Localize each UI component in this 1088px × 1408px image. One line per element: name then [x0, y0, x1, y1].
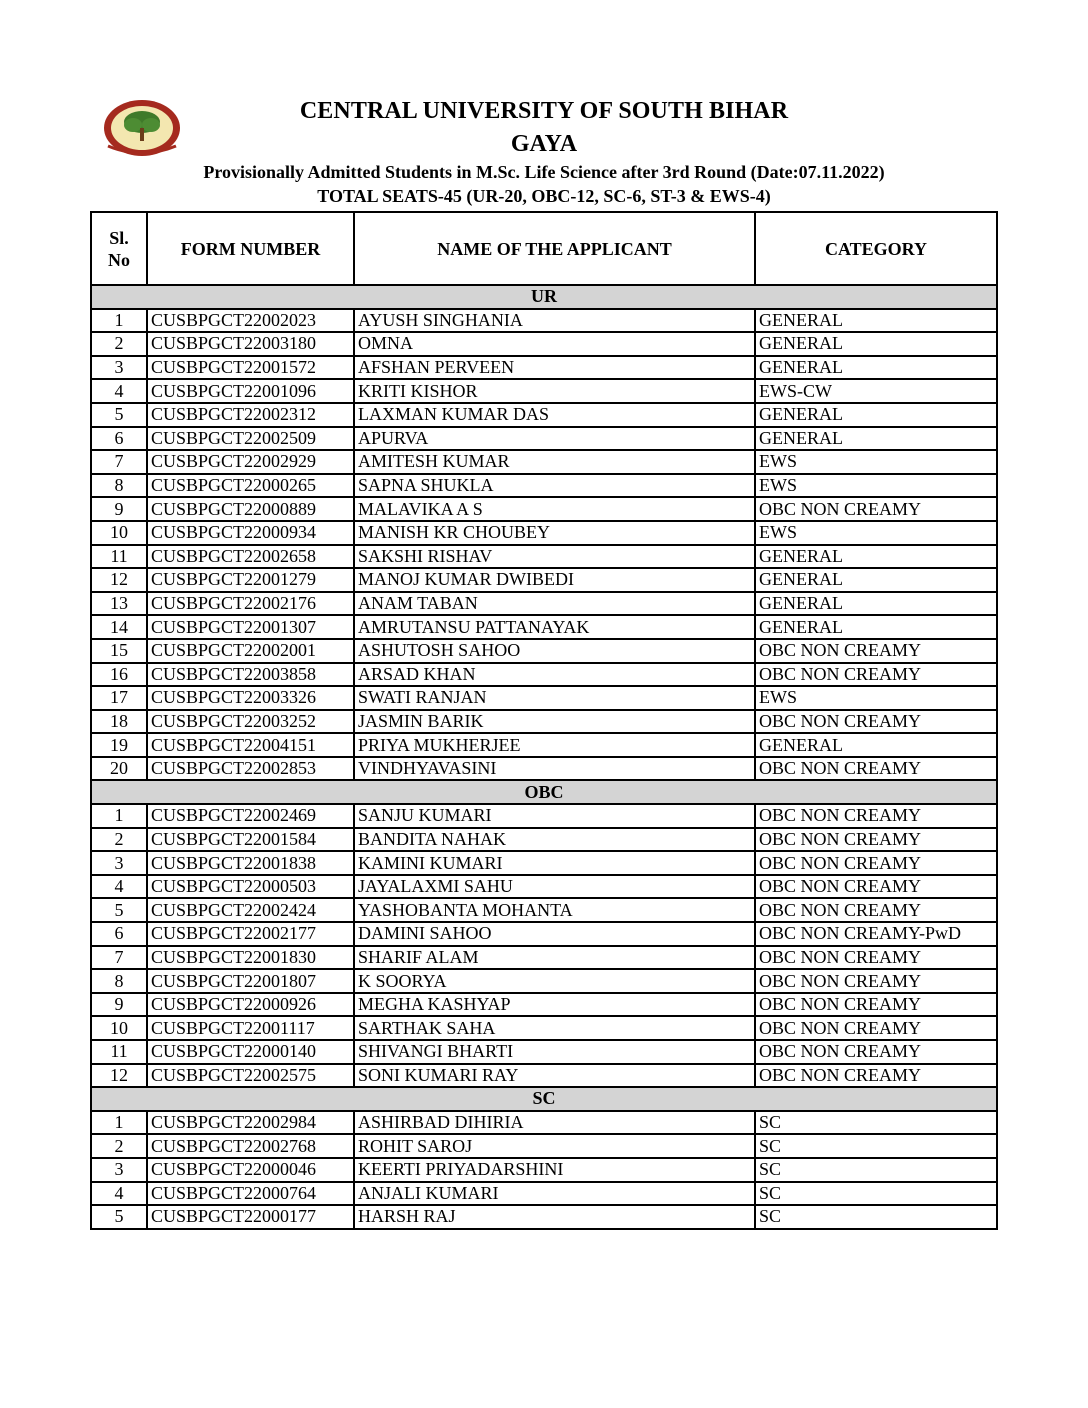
cell-category: SC [755, 1158, 997, 1182]
cell-sl-no: 10 [91, 1016, 147, 1040]
cell-form-number: CUSBPGCT22003180 [147, 332, 354, 356]
cell-form-number: CUSBPGCT22000503 [147, 875, 354, 899]
column-header-form-number: FORM NUMBER [147, 212, 354, 285]
table-row [91, 993, 997, 1017]
cell-applicant-name: AMITESH KUMAR [354, 450, 755, 474]
cell-applicant-name: SWATI RANJAN [354, 686, 755, 710]
cell-applicant-name: JASMIN BARIK [354, 710, 755, 734]
table-row [91, 922, 997, 946]
cell-form-number: CUSBPGCT22002984 [147, 1111, 354, 1135]
table-row [91, 710, 997, 734]
cell-applicant-name: K SOORYA [354, 969, 755, 993]
cell-form-number: CUSBPGCT22000140 [147, 1040, 354, 1064]
cell-sl-no: 12 [91, 1064, 147, 1088]
cell-sl-no: 5 [91, 898, 147, 922]
cell-sl-no: 8 [91, 474, 147, 498]
cell-applicant-name: SHARIF ALAM [354, 946, 755, 970]
cell-category: OBC NON CREAMY [755, 804, 997, 828]
cell-form-number: CUSBPGCT22001807 [147, 969, 354, 993]
cell-category: OBC NON CREAMY [755, 710, 997, 734]
cell-category: OBC NON CREAMY [755, 1040, 997, 1064]
cell-sl-no: 10 [91, 521, 147, 545]
cell-category: GENERAL [755, 615, 997, 639]
table-row [91, 1040, 997, 1064]
cell-applicant-name: OMNA [354, 332, 755, 356]
section-label: UR [91, 285, 997, 309]
table-row [91, 898, 997, 922]
cell-category: OBC NON CREAMY [755, 875, 997, 899]
cell-sl-no: 8 [91, 969, 147, 993]
table-row [91, 804, 997, 828]
cell-form-number: CUSBPGCT22000177 [147, 1205, 354, 1229]
cell-applicant-name: SONI KUMARI RAY [354, 1064, 755, 1088]
cell-category: GENERAL [755, 332, 997, 356]
cell-applicant-name: AFSHAN PERVEEN [354, 356, 755, 380]
table-row [91, 1111, 997, 1135]
cell-sl-no: 3 [91, 851, 147, 875]
cell-sl-no: 11 [91, 1040, 147, 1064]
cell-sl-no: 2 [91, 828, 147, 852]
cell-sl-no: 5 [91, 403, 147, 427]
cell-applicant-name: ANAM TABAN [354, 592, 755, 616]
section-label: OBC [91, 780, 997, 804]
cell-form-number: CUSBPGCT22002001 [147, 639, 354, 663]
cell-applicant-name: ROHIT SAROJ [354, 1134, 755, 1158]
cell-form-number: CUSBPGCT22001830 [147, 946, 354, 970]
section-header-row [91, 780, 997, 804]
table-row [91, 521, 997, 545]
cell-sl-no: 9 [91, 497, 147, 521]
admission-list-table [90, 211, 998, 1230]
cell-sl-no: 6 [91, 922, 147, 946]
cell-form-number: CUSBPGCT22002929 [147, 450, 354, 474]
table-row [91, 592, 997, 616]
cell-applicant-name: MALAVIKA A S [354, 497, 755, 521]
cell-sl-no: 5 [91, 1205, 147, 1229]
cell-form-number: CUSBPGCT22001279 [147, 568, 354, 592]
cell-category: OBC NON CREAMY [755, 497, 997, 521]
cell-category: OBC NON CREAMY [755, 828, 997, 852]
cell-sl-no: 2 [91, 1134, 147, 1158]
cell-form-number: CUSBPGCT22002424 [147, 898, 354, 922]
cell-applicant-name: SANJU KUMARI [354, 804, 755, 828]
cell-form-number: CUSBPGCT22000764 [147, 1182, 354, 1206]
cell-category: GENERAL [755, 427, 997, 451]
cell-applicant-name: SARTHAK SAHA [354, 1016, 755, 1040]
cell-applicant-name: KRITI KISHOR [354, 379, 755, 403]
cell-applicant-name: ASHIRBAD DIHIRIA [354, 1111, 755, 1135]
cell-applicant-name: MANOJ KUMAR DWIBEDI [354, 568, 755, 592]
section-label: SC [91, 1087, 997, 1111]
column-header-sl-no-part: No [108, 249, 130, 270]
section-header-row [91, 1087, 997, 1111]
cell-applicant-name: PRIYA MUKHERJEE [354, 733, 755, 757]
cell-form-number: CUSBPGCT22001838 [147, 851, 354, 875]
cell-sl-no: 1 [91, 1111, 147, 1135]
cell-category: GENERAL [755, 545, 997, 569]
cell-category: OBC NON CREAMY [755, 1064, 997, 1088]
cell-form-number: CUSBPGCT22003326 [147, 686, 354, 710]
cell-sl-no: 14 [91, 615, 147, 639]
table-row [91, 615, 997, 639]
table-row [91, 1064, 997, 1088]
cell-category: GENERAL [755, 309, 997, 333]
cell-form-number: CUSBPGCT22000926 [147, 993, 354, 1017]
table-row [91, 686, 997, 710]
cell-form-number: CUSBPGCT22001307 [147, 615, 354, 639]
cell-category: GENERAL [755, 733, 997, 757]
cell-category: SC [755, 1205, 997, 1229]
cell-sl-no: 7 [91, 946, 147, 970]
cell-applicant-name: SAKSHI RISHAV [354, 545, 755, 569]
cell-sl-no: 9 [91, 993, 147, 1017]
cell-form-number: CUSBPGCT22002023 [147, 309, 354, 333]
cell-form-number: CUSBPGCT22002312 [147, 403, 354, 427]
cell-sl-no: 11 [91, 545, 147, 569]
cell-applicant-name: LAXMAN KUMAR DAS [354, 403, 755, 427]
table-row [91, 309, 997, 333]
column-header-category: CATEGORY [755, 212, 997, 285]
table-row [91, 1182, 997, 1206]
cell-category: OBC NON CREAMY [755, 898, 997, 922]
cell-form-number: CUSBPGCT22002469 [147, 804, 354, 828]
cell-category: EWS [755, 474, 997, 498]
table-row [91, 545, 997, 569]
cell-form-number: CUSBPGCT22002176 [147, 592, 354, 616]
cell-form-number: CUSBPGCT22000889 [147, 497, 354, 521]
cell-category: EWS [755, 450, 997, 474]
cell-applicant-name: DAMINI SAHOO [354, 922, 755, 946]
cell-sl-no: 3 [91, 356, 147, 380]
table-row [91, 1158, 997, 1182]
cell-sl-no: 1 [91, 309, 147, 333]
cell-applicant-name: ASHUTOSH SAHOO [354, 639, 755, 663]
cell-category: OBC NON CREAMY [755, 663, 997, 687]
cell-form-number: CUSBPGCT22002658 [147, 545, 354, 569]
cell-form-number: CUSBPGCT22001584 [147, 828, 354, 852]
table-row [91, 332, 997, 356]
table-row [91, 875, 997, 899]
column-header-sl-no-part: Sl. [109, 227, 129, 248]
table-row [91, 497, 997, 521]
table-body [91, 285, 997, 1229]
table-row [91, 946, 997, 970]
cell-sl-no: 4 [91, 1182, 147, 1206]
cell-category: GENERAL [755, 403, 997, 427]
cell-applicant-name: KEERTI PRIYADARSHINI [354, 1158, 755, 1182]
cell-sl-no: 20 [91, 757, 147, 781]
table-row [91, 474, 997, 498]
cell-applicant-name: AYUSH SINGHANIA [354, 309, 755, 333]
cell-category: OBC NON CREAMY [755, 851, 997, 875]
cell-form-number: CUSBPGCT22002768 [147, 1134, 354, 1158]
table-row [91, 828, 997, 852]
cell-form-number: CUSBPGCT22004151 [147, 733, 354, 757]
cell-applicant-name: ARSAD KHAN [354, 663, 755, 687]
cell-applicant-name: MEGHA KASHYAP [354, 993, 755, 1017]
cell-form-number: CUSBPGCT22002575 [147, 1064, 354, 1088]
cell-sl-no: 19 [91, 733, 147, 757]
cell-category: EWS-CW [755, 379, 997, 403]
cell-applicant-name: SAPNA SHUKLA [354, 474, 755, 498]
cell-category: GENERAL [755, 592, 997, 616]
cell-applicant-name: SHIVANGI BHARTI [354, 1040, 755, 1064]
table-row [91, 1016, 997, 1040]
section-header-row [91, 285, 997, 309]
cell-applicant-name: ANJALI KUMARI [354, 1182, 755, 1206]
cell-category: GENERAL [755, 568, 997, 592]
column-header-sl-no [91, 212, 147, 285]
cell-applicant-name: VINDHYAVASINI [354, 757, 755, 781]
cell-sl-no: 4 [91, 379, 147, 403]
cell-category: SC [755, 1134, 997, 1158]
cell-category: OBC NON CREAMY [755, 993, 997, 1017]
table-row [91, 1205, 997, 1229]
seat-summary: TOTAL SEATS-45 (UR-20, OBC-12, SC-6, ST-3 & EWS-4) [317, 186, 771, 206]
cell-sl-no: 16 [91, 663, 147, 687]
table-row [91, 969, 997, 993]
cell-applicant-name: AMRUTANSU PATTANAYAK [354, 615, 755, 639]
cell-category: OBC NON CREAMY [755, 639, 997, 663]
cell-sl-no: 3 [91, 1158, 147, 1182]
cell-category: EWS [755, 521, 997, 545]
cell-category: EWS [755, 686, 997, 710]
cell-form-number: CUSBPGCT22001572 [147, 356, 354, 380]
table-row [91, 663, 997, 687]
cell-category: OBC NON CREAMY [755, 757, 997, 781]
table-row [91, 356, 997, 380]
cell-category: OBC NON CREAMY [755, 969, 997, 993]
cell-applicant-name: MANISH KR CHOUBEY [354, 521, 755, 545]
cell-sl-no: 2 [91, 332, 147, 356]
cell-form-number: CUSBPGCT22001117 [147, 1016, 354, 1040]
table-row [91, 450, 997, 474]
cell-applicant-name: YASHOBANTA MOHANTA [354, 898, 755, 922]
table-header-row [91, 212, 997, 285]
cell-category: OBC NON CREAMY [755, 1016, 997, 1040]
table-row [91, 403, 997, 427]
table-row [91, 639, 997, 663]
cell-form-number: CUSBPGCT22003858 [147, 663, 354, 687]
cell-applicant-name: APURVA [354, 427, 755, 451]
cell-sl-no: 6 [91, 427, 147, 451]
cell-category: GENERAL [755, 356, 997, 380]
table-row [91, 568, 997, 592]
cell-form-number: CUSBPGCT22000046 [147, 1158, 354, 1182]
cell-sl-no: 1 [91, 804, 147, 828]
university-name: CENTRAL UNIVERSITY OF SOUTH BIHAR [299, 98, 789, 124]
cell-form-number: CUSBPGCT22002509 [147, 427, 354, 451]
table-row [91, 427, 997, 451]
cell-applicant-name: KAMINI KUMARI [354, 851, 755, 875]
cell-applicant-name: JAYALAXMI SAHU [354, 875, 755, 899]
cell-form-number: CUSBPGCT22002853 [147, 757, 354, 781]
cell-sl-no: 12 [91, 568, 147, 592]
cell-form-number: CUSBPGCT22002177 [147, 922, 354, 946]
cell-category: SC [755, 1182, 997, 1206]
cell-category: SC [755, 1111, 997, 1135]
cell-sl-no: 18 [91, 710, 147, 734]
cell-form-number: CUSBPGCT22000934 [147, 521, 354, 545]
cell-form-number: CUSBPGCT22003252 [147, 710, 354, 734]
university-city: GAYA [510, 131, 578, 157]
table-row [91, 757, 997, 781]
cell-sl-no: 13 [91, 592, 147, 616]
column-header-applicant-name: NAME OF THE APPLICANT [354, 212, 755, 285]
cell-sl-no: 15 [91, 639, 147, 663]
table-row [91, 851, 997, 875]
cell-sl-no: 17 [91, 686, 147, 710]
cell-applicant-name: HARSH RAJ [354, 1205, 755, 1229]
cell-sl-no: 7 [91, 450, 147, 474]
cell-applicant-name: BANDITA NAHAK [354, 828, 755, 852]
table-row [91, 379, 997, 403]
cell-category: OBC NON CREAMY [755, 946, 997, 970]
cell-category: OBC NON CREAMY-PwD [755, 922, 997, 946]
cell-form-number: CUSBPGCT22001096 [147, 379, 354, 403]
table-row [91, 1134, 997, 1158]
table-row [91, 733, 997, 757]
cell-sl-no: 4 [91, 875, 147, 899]
document-subtitle: Provisionally Admitted Students in M.Sc. Life Science after 3rd Round (Date:07.11.2022) [203, 162, 885, 182]
cell-form-number: CUSBPGCT22000265 [147, 474, 354, 498]
